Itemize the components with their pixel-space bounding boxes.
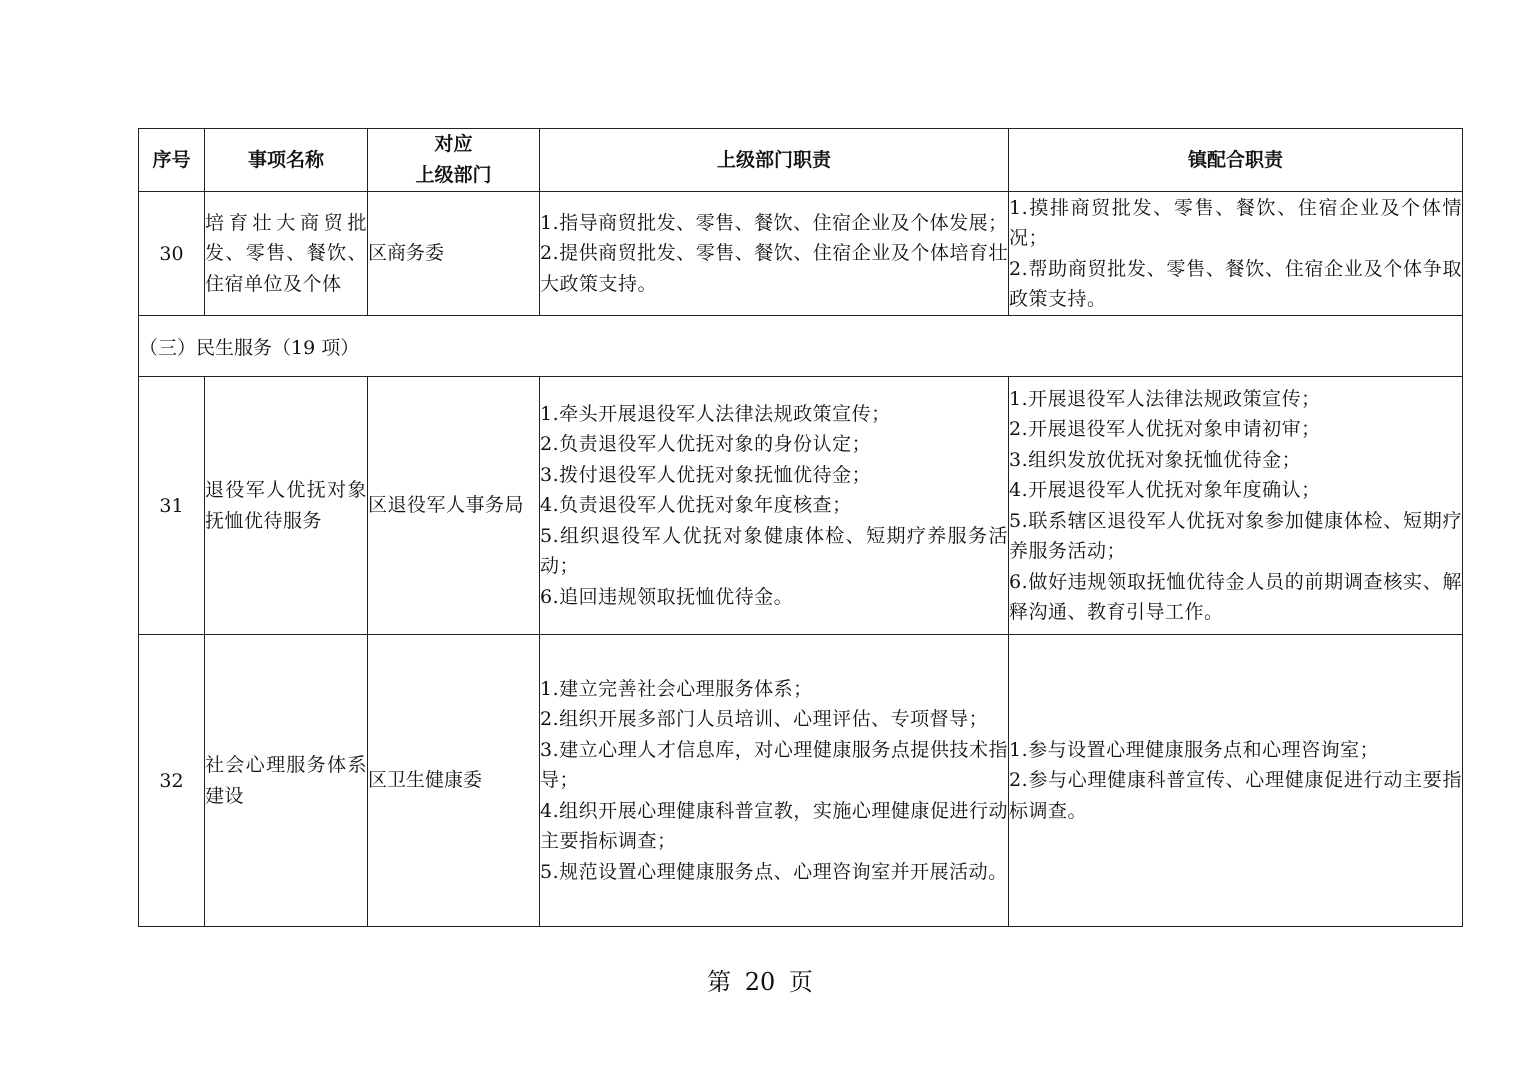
- duty-item: 2.提供商贸批发、零售、餐饮、住宿企业及个体培育壮大政策支持。: [540, 242, 1008, 295]
- header-upper-duties: 上级部门职责: [540, 129, 1009, 192]
- section-row: [139, 316, 1463, 377]
- duty-item: 6.追回违规领取抚恤优待金。: [540, 585, 794, 608]
- duty-item: 3.拨付退役军人优抚对象抚恤优待金；: [540, 463, 872, 486]
- page-number: 第 20 页: [707, 968, 813, 996]
- header-dept-line2: 上级部门: [415, 164, 492, 186]
- header-dept-line1: 对应: [434, 133, 473, 155]
- row-item-name: 退役军人优抚对象抚恤优待服务: [205, 377, 368, 635]
- section-title: （三）民生服务（19 项）: [139, 316, 1463, 377]
- duty-item: 4.开展退役军人优抚对象年度确认；: [1009, 479, 1321, 501]
- table-row: [139, 377, 1463, 635]
- row-town-duties: [1009, 635, 1463, 927]
- duty-item: 6.做好违规领取抚恤优待金人员的前期调查核实、解释沟通、教育引导工作。: [1009, 570, 1462, 623]
- duty-item: 2.负责退役军人优抚对象的身份认定；: [540, 433, 872, 456]
- duty-item: 3.组织发放优抚对象抚恤优待金；: [1009, 448, 1302, 471]
- duty-item: 4.负责退役军人优抚对象年度核查；: [540, 494, 852, 517]
- duty-item: 4.组织开展心理健康科普宣教，实施心理健康促进行动主要指标调查；: [540, 799, 1008, 853]
- duty-item: 3.建立心理人才信息库，对心理健康服务点提供技术指导；: [540, 738, 1008, 792]
- duty-item: 1.摸排商贸批发、零售、餐饮、住宿企业及个体情况；: [1009, 196, 1462, 249]
- row-dept: 区卫生健康委: [368, 635, 540, 927]
- row-dept: 区退役军人事务局: [368, 377, 540, 635]
- row-upper-duties: [540, 635, 1009, 927]
- row-town-duties: [1009, 377, 1463, 635]
- duty-item: 2.帮助商贸批发、零售、餐饮、住宿企业及个体争取政策支持。: [1009, 257, 1462, 310]
- row-upper-duties: [540, 377, 1009, 635]
- row-seq: 30: [139, 192, 205, 316]
- duty-item: 5.联系辖区退役军人优抚对象参加健康体检、短期疗养服务活动；: [1009, 509, 1462, 562]
- header-seq: 序号: [139, 129, 205, 192]
- duty-item: 1.指导商贸批发、零售、餐饮、住宿企业及个体发展；: [540, 211, 1008, 234]
- table-row: [139, 635, 1463, 927]
- duties-table: [138, 128, 1463, 927]
- duty-item: 5.组织退役军人优抚对象健康体检、短期疗养服务活动；: [540, 524, 1008, 578]
- table-header-row: [139, 129, 1463, 192]
- row-seq: 31: [139, 377, 205, 635]
- duty-item: 1.建立完善社会心理服务体系；: [540, 677, 813, 700]
- table-row: [139, 192, 1463, 316]
- row-item-name: 培育壮大商贸批发、零售、餐饮、住宿单位及个体: [205, 192, 368, 316]
- row-dept: 区商务委: [368, 192, 540, 316]
- header-dept: [368, 129, 540, 192]
- duty-item: 1.牵头开展退役军人法律法规政策宣传；: [540, 402, 891, 425]
- duty-item: 2.开展退役军人优抚对象申请初审；: [1009, 418, 1321, 440]
- row-upper-duties: [540, 192, 1009, 316]
- duty-item: 5.规范设置心理健康服务点、心理咨询室并开展活动。: [540, 860, 1008, 883]
- row-seq: 32: [139, 635, 205, 927]
- row-town-duties: [1009, 192, 1463, 316]
- duty-item: 1.参与设置心理健康服务点和心理咨询室；: [1009, 738, 1380, 761]
- header-item-name: 事项名称: [205, 129, 368, 192]
- row-item-name: 社会心理服务体系建设: [205, 635, 368, 927]
- duty-item: 2.组织开展多部门人员培训、心理评估、专项督导；: [540, 708, 989, 731]
- duty-item: 2.参与心理健康科普宣传、心理健康促进行动主要指标调查。: [1009, 769, 1462, 822]
- duty-item: 1.开展退役军人法律法规政策宣传；: [1009, 387, 1321, 410]
- header-town-duties: 镇配合职责: [1009, 129, 1463, 192]
